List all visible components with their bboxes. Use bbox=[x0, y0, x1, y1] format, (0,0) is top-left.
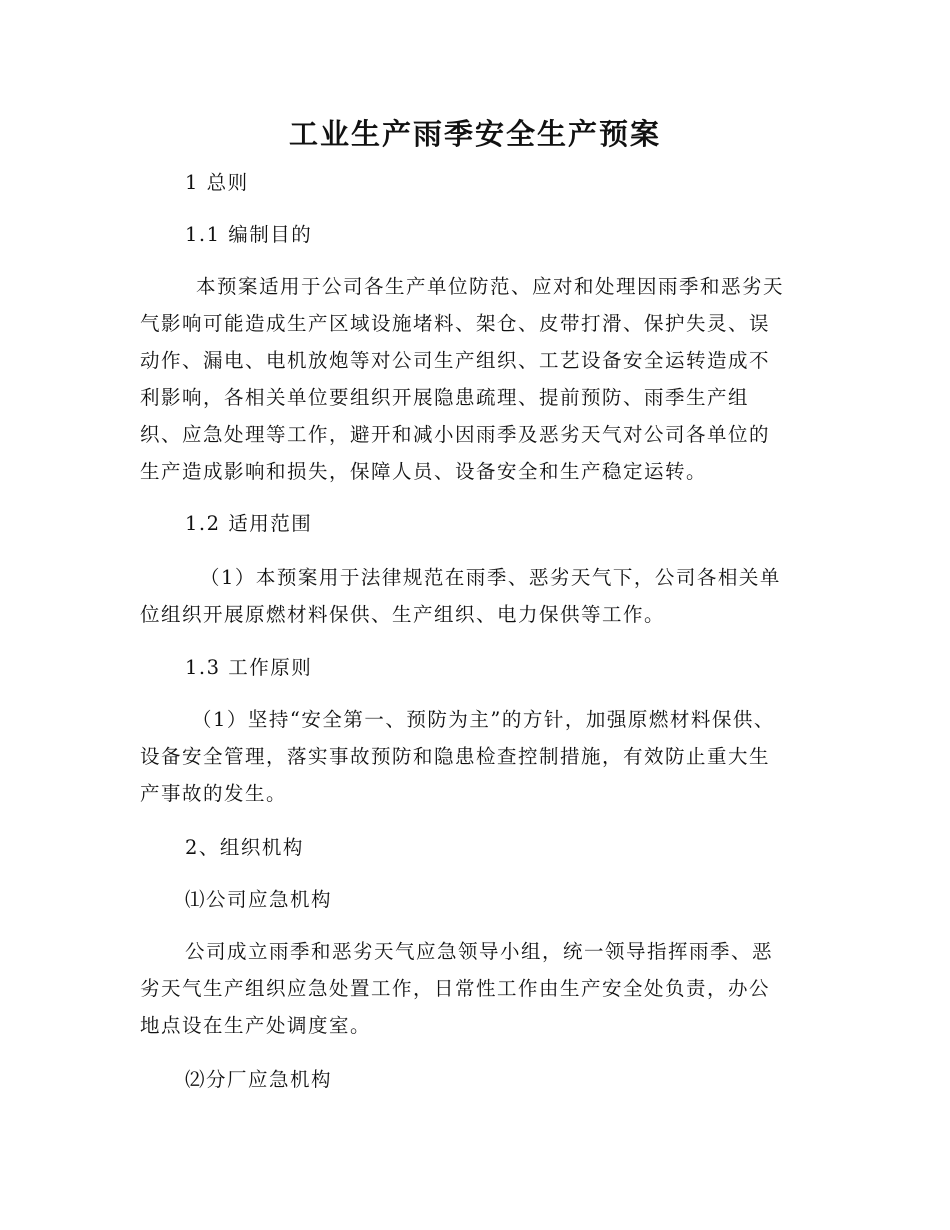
paragraph-line: 动作、漏电、电机放炮等对公司生产组织、工艺设备安全运转造成不 bbox=[140, 349, 771, 372]
paragraph-line: 利影响，各相关单位要组织开展隐患疏理、提前预防、雨季生产组 bbox=[140, 386, 750, 409]
paragraph-line: 劣天气生产组织应急处置工作，日常性工作由生产安全处负责，办公 bbox=[140, 977, 771, 1000]
heading-organization bbox=[185, 829, 855, 866]
paragraph-line: （1）本预案用于法律规范在雨季、恶劣天气下，公司各相关单 bbox=[200, 566, 781, 589]
heading-text: ⑴公司应急机构 bbox=[185, 888, 333, 911]
paragraph-line: 气影响可能造成生产区域设施堵料、架仓、皮带打滑、保护失灵、误 bbox=[140, 312, 771, 335]
document-title: 工业生产雨季安全生产预案 bbox=[288, 117, 661, 151]
paragraph-line: 地点设在生产处调度室。 bbox=[140, 1014, 372, 1037]
paragraph-purpose bbox=[140, 268, 810, 490]
heading-text: 1 总则 bbox=[185, 171, 249, 194]
paragraph-company-emergency bbox=[140, 933, 810, 1044]
heading-scope bbox=[185, 505, 855, 542]
heading-company-emergency bbox=[185, 881, 855, 918]
paragraph-line: 位组织开展原燃材料保供、生产组织、电力保供等工作。 bbox=[140, 603, 666, 626]
heading-text: ⑵分厂应急机构 bbox=[185, 1068, 333, 1091]
paragraph-line: 织、应急处理等工作，避开和减小因雨季及恶劣天气对公司各单位的 bbox=[140, 423, 771, 446]
paragraph-line: 产事故的发生。 bbox=[140, 782, 288, 805]
heading-text: 2、组织机构 bbox=[185, 836, 304, 859]
heading-purpose bbox=[185, 216, 855, 253]
paragraph-line: 设备安全管理，落实事故预防和隐患检查控制措施，有效防止重大生 bbox=[140, 745, 771, 768]
paragraph-line: 生产造成影响和损失，保障人员、设备安全和生产稳定运转。 bbox=[140, 460, 708, 483]
paragraph-line: 公司成立雨季和恶劣天气应急领导小组，统一领导指挥雨季、恶 bbox=[185, 940, 774, 963]
heading-text: 1.2 适用范围 bbox=[185, 512, 313, 535]
heading-general bbox=[185, 164, 855, 201]
paragraph-scope bbox=[140, 559, 810, 633]
heading-text: 1.3 工作原则 bbox=[185, 656, 313, 679]
paragraph-principles bbox=[140, 701, 810, 812]
heading-principles bbox=[185, 649, 855, 686]
paragraph-line: （1）坚持“安全第一、预防为主”的方针，加强原燃材料保供、 bbox=[192, 708, 775, 731]
heading-branch-emergency bbox=[185, 1061, 855, 1098]
heading-text: 1.1 编制目的 bbox=[185, 223, 313, 246]
paragraph-line: 本预案适用于公司各生产单位防范、应对和处理因雨季和恶劣天 bbox=[196, 275, 785, 298]
